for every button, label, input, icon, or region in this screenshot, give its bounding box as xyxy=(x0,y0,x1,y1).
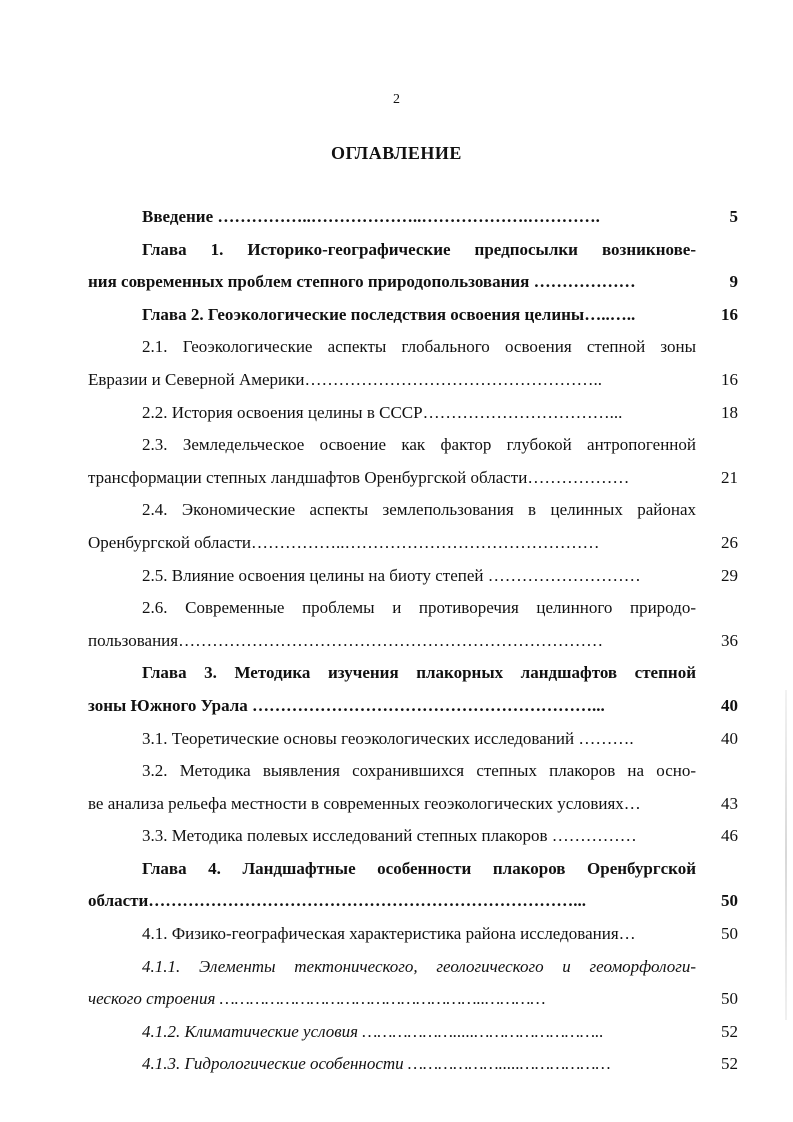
toc-entry-text: 2.3. Земледельческое освоение как фактор глубокой антропогенной xyxy=(142,435,696,455)
toc-entry-page: 9 xyxy=(729,272,738,292)
toc-entry-page: 21 xyxy=(721,467,738,487)
toc-entry xyxy=(88,854,738,887)
toc-title: ОГЛАВЛЕНИЕ xyxy=(331,143,462,163)
page-number: 2 xyxy=(393,92,400,107)
toc-entry-page: 50 xyxy=(721,924,738,944)
toc-entry-page: 40 xyxy=(721,695,738,715)
toc-entry xyxy=(88,691,738,724)
toc-entry-text: ческого строения ……………………………………………..………… xyxy=(88,989,546,1009)
toc-entry xyxy=(88,886,738,919)
toc-entry-text: 3.1. Теоретические основы геоэкологических исследований ………. xyxy=(142,728,634,748)
toc-entry-text: Глава 4. Ландшафтные особенности плакоров Оренбургской xyxy=(142,858,696,878)
toc-entry-text: зоны Южного Урала ……………………………………………………... xyxy=(88,695,605,715)
toc-entry-page: 46 xyxy=(721,826,738,846)
toc-entry-text: 2.1. Геоэкологические аспекты глобального освоения степной зоны xyxy=(142,337,696,357)
toc-entry xyxy=(88,202,738,235)
toc-entry-text: 2.2. История освоения целины в СССР……………………………... xyxy=(142,402,623,422)
toc-entry xyxy=(88,463,738,496)
toc-entry xyxy=(88,1017,738,1050)
toc-entry xyxy=(88,952,738,985)
toc-entry-text: 3.3. Методика полевых исследований степных плакоров …………… xyxy=(142,826,637,846)
toc-entry-page: 40 xyxy=(721,728,738,748)
toc-entry-page: 36 xyxy=(721,630,738,650)
toc-entry xyxy=(88,626,738,659)
toc-entry-text: трансформации степных ландшафтов Оренбургской области……………… xyxy=(88,467,630,487)
toc-entry-text: 4.1.3. Гидрологические особенности ……………….....……………… xyxy=(142,1054,611,1074)
toc-entry-text: Глава 3. Методика изучения плакорных ландшафтов степной xyxy=(142,663,696,683)
toc-entry-text: пользования………………………………………………………………… xyxy=(88,630,604,650)
toc-entry-text: Глава 2. Геоэкологические последствия освоения целины…..….. xyxy=(142,304,636,324)
toc-entry xyxy=(88,593,738,626)
toc-entry-text: 3.2. Методика выявления сохранившихся степных плакоров на осно- xyxy=(142,761,696,781)
toc-entry-page: 43 xyxy=(721,793,738,813)
toc-entry xyxy=(88,365,738,398)
toc-entry-text: 4.1.1. Элементы тектонического, геологического и геоморфологи- xyxy=(142,956,696,976)
table-of-contents xyxy=(88,202,738,1082)
toc-entry-page: 52 xyxy=(721,1021,738,1041)
toc-entry-page: 26 xyxy=(721,532,738,552)
toc-entry-text: Введение ……………..………………..……………….…………. xyxy=(142,207,600,226)
toc-entry-text: 4.1. Физико-географическая характеристика района исследования… xyxy=(142,924,636,944)
toc-entry xyxy=(88,235,738,268)
toc-entry xyxy=(88,821,738,854)
toc-entry xyxy=(88,756,738,789)
toc-entry-text: 2.4. Экономические аспекты землепользования в целинных районах xyxy=(142,500,696,520)
toc-entry-text: 2.5. Влияние освоения целины на биоту степей ……………………… xyxy=(142,565,641,585)
toc-entry-text: 4.1.2. Климатические условия ……………….....…………………….. xyxy=(142,1021,604,1041)
toc-entry xyxy=(88,919,738,952)
toc-entry-page: 16 xyxy=(721,304,738,324)
toc-entry xyxy=(88,332,738,365)
toc-entry-text: области…………………………………………………………………... xyxy=(88,891,587,911)
toc-entry xyxy=(88,658,738,691)
scan-edge-shadow xyxy=(785,690,787,1020)
toc-entry xyxy=(88,300,738,333)
toc-entry xyxy=(88,724,738,757)
toc-entry-page: 18 xyxy=(721,402,738,422)
toc-entry xyxy=(88,561,738,594)
toc-entry-text: ния современных проблем степного природопользования ……………… xyxy=(88,272,636,292)
toc-entry-page: 29 xyxy=(721,565,738,585)
toc-entry-text: ве анализа рельефа местности в современных геоэкологических условиях… xyxy=(88,793,641,813)
toc-entry xyxy=(88,430,738,463)
toc-entry-text: Евразии и Северной Америки…………………………………………….. xyxy=(88,369,603,389)
toc-entry-page: 52 xyxy=(721,1054,738,1074)
toc-entry-page: 5 xyxy=(729,207,738,226)
toc-entry xyxy=(88,267,738,300)
toc-entry xyxy=(88,789,738,822)
toc-entry-text: Глава 1. Историко-географические предпосылки возникнове- xyxy=(142,239,696,259)
toc-entry xyxy=(88,495,738,528)
toc-entry-page: 50 xyxy=(721,891,738,911)
toc-entry-page: 50 xyxy=(721,989,738,1009)
toc-entry-text: 2.6. Современные проблемы и противоречия целинного природо- xyxy=(142,598,696,618)
toc-entry-text: Оренбургской области……………..……………………………………… xyxy=(88,532,600,552)
toc-entry xyxy=(88,1049,738,1082)
toc-entry-page: 16 xyxy=(721,369,738,389)
toc-entry xyxy=(88,398,738,431)
toc-entry xyxy=(88,528,738,561)
toc-entry xyxy=(88,984,738,1017)
